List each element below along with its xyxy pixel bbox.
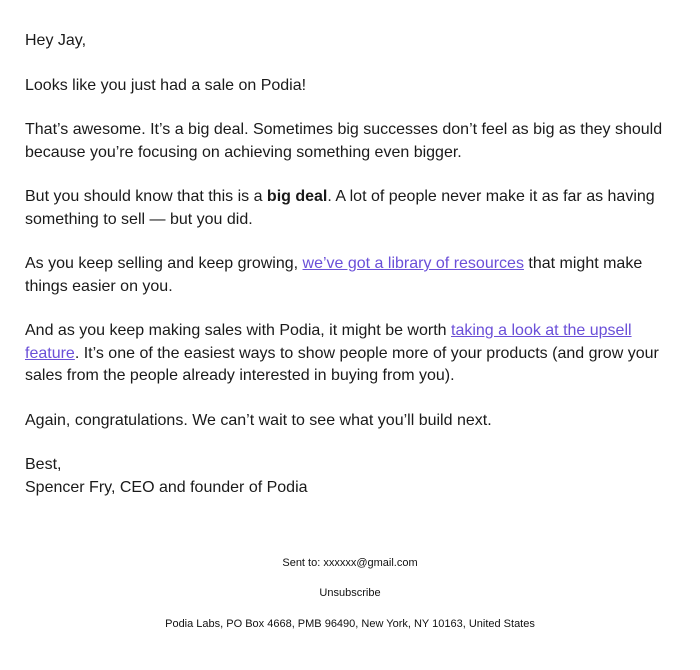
text-segment: As you keep selling and keep growing, xyxy=(25,255,303,272)
unsubscribe-link[interactable]: Unsubscribe xyxy=(319,587,381,599)
email-body xyxy=(25,30,675,521)
footer-sent-to: Sent to: xxxxxx@gmail.com xyxy=(282,557,418,569)
signoff: Best, xyxy=(25,456,62,473)
text-segment: . A lot of people never make it as far as having something to sell — but you did. xyxy=(25,188,655,228)
footer-unsubscribe-row xyxy=(0,586,700,600)
paragraph-resources xyxy=(25,253,675,298)
paragraph-upsell xyxy=(25,320,675,388)
signature-block xyxy=(25,454,675,499)
greeting: Hey Jay, xyxy=(25,32,87,49)
paragraph-awesome: That’s awesome. It’s a big deal. Sometimes big successes don’t feel as big as they should because you’re focusing on achieving something even bigger. xyxy=(25,121,663,161)
text-segment: . It’s one of the easiest ways to show people more of your products (and grow your sales from the people already interested in buying from you). xyxy=(25,344,659,384)
paragraph-sale: Looks like you just had a sale on Podia! xyxy=(25,76,307,94)
paragraph-big-deal xyxy=(25,186,675,231)
text-segment: And as you keep making sales with Podia, it might be worth xyxy=(25,322,451,339)
upsell-feature-link[interactable]: taking a look at the upsell feature xyxy=(25,322,632,362)
bold-big-deal: big deal xyxy=(266,188,328,205)
text-segment: that might make things easier on you. xyxy=(25,255,643,295)
text-segment: But you should know that this is a xyxy=(25,188,267,205)
paragraph-congratulations: Again, congratulations. We can’t wait to see what you’ll build next. xyxy=(25,411,492,429)
signature: Spencer Fry, CEO and founder of Podia xyxy=(25,478,308,496)
resources-link[interactable]: we’ve got a library of resources xyxy=(302,255,524,272)
footer-address: Podia Labs, PO Box 4668, PMB 96490, New York, NY 10163, United States xyxy=(165,618,535,630)
